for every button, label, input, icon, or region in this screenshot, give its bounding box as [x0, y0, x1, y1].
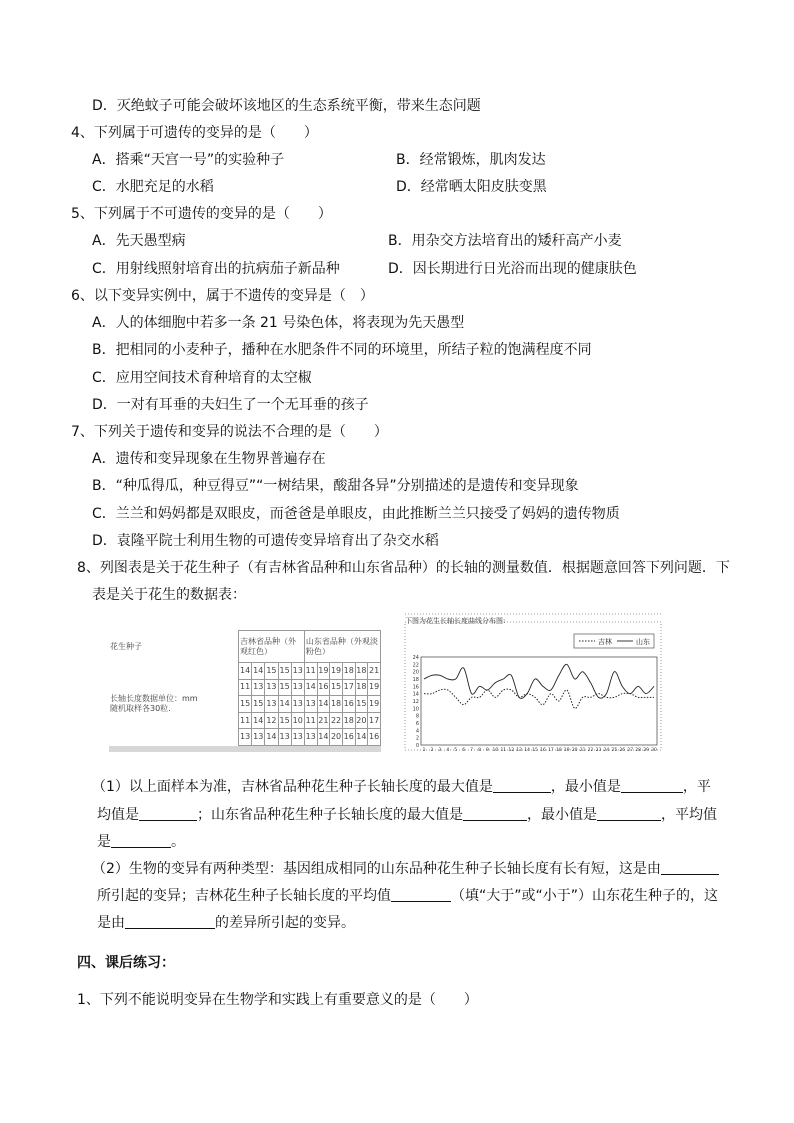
x-tick-label: 8: [478, 748, 481, 752]
x-tick-label: 20: [571, 748, 578, 752]
q3-option-d: D．灭绝蚊子可能会破坏该地区的生态系统平衡，带来生态问题: [92, 98, 481, 114]
jilin-cell: 14: [239, 663, 252, 680]
jilin-cell: 11: [239, 679, 252, 696]
q5-option-b: B．用杂交方法培育出的矮秆高产小麦: [388, 233, 622, 249]
q8-part2-line3: [97, 914, 355, 932]
x-tick-label: 11: [500, 748, 507, 752]
shandong-cell: 17: [342, 679, 355, 696]
x-tick-label: 25: [611, 748, 618, 752]
jilin-cell: 13: [265, 679, 278, 696]
q4-option-b: B．经常锻炼，肌肉发达: [396, 152, 546, 168]
x-tick-label: 5: [454, 748, 458, 752]
jilin-cell: 13: [291, 696, 304, 713]
x-tick-label: 18: [555, 748, 562, 752]
shandong-cell: 19: [330, 663, 343, 680]
x-tick-label: 7: [470, 748, 474, 752]
q8-p1-text: 均值是: [97, 807, 139, 823]
x-tick-label: 1: [422, 748, 426, 752]
x-tick-label: 10: [492, 748, 499, 752]
y-tick-label: 4: [415, 728, 419, 735]
q8-p1-text: 。: [171, 834, 185, 850]
answer-blank[interactable]: [493, 778, 551, 793]
jilin-cell: 13: [265, 696, 278, 713]
jilin-cell: 15: [239, 696, 252, 713]
q8-p2-text: （填“大于”或“小于”）山东花生种子的，这: [451, 888, 719, 904]
x-tick-label: 16: [540, 748, 546, 752]
x-tick-label: 23: [595, 748, 602, 752]
x-tick-label: 22: [587, 748, 594, 752]
jilin-cell: 15: [278, 679, 291, 696]
series-line-jilin: [424, 689, 654, 708]
section-after-class-practice: 四、课后练习：: [77, 955, 175, 971]
y-tick-label: 18: [412, 677, 419, 683]
x-tick-label: 14: [524, 748, 530, 752]
answer-blank[interactable]: [111, 833, 171, 848]
shandong-cell: 18: [355, 679, 368, 696]
shandong-cell: 14: [317, 729, 330, 746]
shandong-cell: 20: [355, 712, 368, 729]
x-tick-label: 9: [486, 748, 489, 752]
q8-p1-text: （1）以上面样本为准，吉林省品种花生种子长轴长度的最大值是: [92, 779, 493, 795]
q8-p1-text: ，最小值是: [527, 807, 597, 823]
jilin-cell: 13: [252, 729, 265, 746]
jilin-cell: 14: [265, 729, 278, 746]
table-header-shandong: 山东省品种（外观淡粉色）: [304, 631, 380, 663]
x-tick-label: 29: [643, 748, 649, 752]
y-tick-label: 2: [415, 735, 419, 742]
shandong-cell: 14: [304, 679, 317, 696]
shandong-cell: 16: [317, 679, 330, 696]
x-tick-label: 19: [563, 748, 570, 752]
x-tick-label: 21: [579, 748, 586, 752]
shandong-cell: 16: [342, 696, 355, 713]
q8-p2-text: 的差异所引起的变异。: [215, 915, 355, 931]
x-tick-label: 24: [603, 748, 610, 752]
q8-part2-line2: [97, 887, 718, 905]
q5-option-a: A．先天愚型病: [92, 233, 186, 249]
x-tick-label: 6: [462, 748, 466, 752]
q8-p2-text: 所引起的变异；吉林花生种子长轴长度的平均值: [97, 888, 391, 904]
shandong-cell: 13: [304, 696, 317, 713]
shandong-cell: 19: [317, 663, 330, 680]
table-row-label: 长轴长度数据单位：mm 随机取样各30粒.: [110, 694, 198, 713]
shandong-cell: 13: [304, 729, 317, 746]
answer-blank[interactable]: [463, 806, 527, 821]
shandong-cell: 11: [304, 663, 317, 680]
q8-p1-text: ，平均值: [661, 807, 717, 823]
q5-option-c: C．用射线照射培育出的抗病茄子新品种: [92, 261, 340, 277]
q8-p1-text: ，平: [682, 779, 711, 795]
plot-area: [421, 657, 657, 745]
shandong-cell: 16: [342, 729, 355, 746]
question-8-line2: 表是关于花生的数据表：: [92, 587, 246, 603]
table-shadow: [109, 746, 381, 752]
shandong-cell: 16: [368, 729, 381, 746]
exercise-1: 1、下列不能说明变异在生物学和实践上有重要意义的是（ ）: [77, 992, 478, 1008]
shandong-cell: 15: [355, 696, 368, 713]
shandong-cell: 18: [342, 663, 355, 680]
q7-option-a: A．遗传和变异现象在生物界普遍存在: [92, 451, 326, 467]
jilin-cell: 13: [291, 679, 304, 696]
shandong-cell: 17: [368, 712, 381, 729]
q4-option-c: C．水肥充足的水稻: [92, 179, 214, 195]
x-tick-label: 2: [430, 748, 434, 752]
jilin-cell: 14: [252, 663, 265, 680]
q7-option-b: B．“种瓜得瓜，种豆得豆”“一树结果，酸甜各异”分别描述的是遗传和变异现象: [92, 478, 579, 494]
shandong-cell: 19: [368, 679, 381, 696]
q5-option-d: D．因长期进行日光浴而出现的健康肤色: [388, 261, 637, 277]
peanut-data-table: [109, 630, 381, 746]
y-tick-label: 8: [415, 713, 419, 720]
y-tick-label: 0: [415, 743, 419, 749]
q4-option-a: A．搭乘“天宫一号”的实验种子: [92, 152, 285, 168]
q8-p1-text: ；山东省品种花生种子长轴长度的最大值是: [197, 807, 463, 823]
y-tick-label: 22: [412, 662, 419, 669]
q8-p2-text: 是由: [97, 915, 125, 931]
shandong-cell: 18: [355, 663, 368, 680]
legend-label-shandong: 山东: [636, 638, 650, 646]
x-tick-label: 30: [651, 748, 657, 752]
series-line-shandong: [424, 664, 654, 698]
x-tick-label: 4: [446, 748, 450, 752]
answer-blank[interactable]: [139, 806, 197, 821]
jilin-cell: 13: [252, 679, 265, 696]
jilin-cell: 11: [239, 712, 252, 729]
jilin-cell: 15: [278, 712, 291, 729]
question-8-line1: 8、列图表是关于花生种子（有吉林省品种和山东省品种）的长轴的测量数值．根据题意回答下列问题．下: [77, 560, 730, 576]
legend-label-jilin: 吉林: [598, 638, 612, 646]
question-6: 6、以下变异实例中，属于不遗传的变异是（ ）: [71, 288, 374, 304]
shandong-cell: 11: [304, 712, 317, 729]
jilin-cell: 13: [291, 729, 304, 746]
shandong-cell: 18: [330, 696, 343, 713]
q4-option-d: D．经常晒太阳皮肤变黑: [396, 179, 547, 195]
jilin-cell: 13: [239, 729, 252, 746]
chart-svg: [399, 612, 663, 752]
y-tick-label: 20: [412, 669, 419, 676]
shandong-cell: 22: [330, 712, 343, 729]
q8-part1-line3: [97, 833, 185, 851]
y-tick-label: 16: [412, 684, 419, 691]
q6-option-a: A．人的体细胞中若多一条 21 号染色体，将表现为先天愚型: [92, 315, 465, 331]
jilin-cell: 12: [265, 712, 278, 729]
chart-title: 下图为花生长轴长度曲线分布图:: [405, 617, 506, 625]
table-header-seed: 花生种子: [110, 641, 142, 651]
shandong-cell: 18: [342, 712, 355, 729]
jilin-cell: 14: [252, 712, 265, 729]
q6-option-c: C．应用空间技术育种培育的太空椒: [92, 370, 312, 386]
jilin-cell: 13: [291, 663, 304, 680]
answer-blank[interactable]: [391, 887, 451, 902]
shandong-cell: 20: [330, 729, 343, 746]
table-header-jilin: 吉林省品种（外观红色）: [239, 631, 305, 663]
jilin-cell: 15: [278, 663, 291, 680]
shandong-cell: 21: [368, 663, 381, 680]
answer-blank[interactable]: [597, 806, 661, 821]
jilin-cell: 10: [291, 712, 304, 729]
x-tick-label: 26: [619, 748, 626, 752]
x-tick-label: 3: [438, 748, 442, 752]
jilin-cell: 15: [252, 696, 265, 713]
y-tick-label: 6: [415, 721, 419, 727]
q6-option-b: B．把相同的小麦种子，播种在水肥条件不同的环境里，所结子粒的饱满程度不同: [92, 342, 592, 358]
q8-part2-line1: [92, 860, 719, 878]
y-tick-label: 24: [412, 655, 419, 661]
question-7: 7、下列关于遗传和变异的说法不合理的是（ ）: [71, 424, 388, 440]
length-distribution-chart: [399, 612, 663, 752]
y-tick-label: 12: [412, 699, 419, 705]
jilin-cell: 15: [265, 663, 278, 680]
question-5: 5、下列属于不可遗传的变异的是（ ）: [71, 206, 332, 222]
q8-part1-line2: [97, 806, 717, 824]
jilin-cell: 13: [278, 729, 291, 746]
shandong-cell: 19: [368, 696, 381, 713]
shandong-cell: 21: [317, 712, 330, 729]
q7-option-d: D．袁隆平院士利用生物的可遗传变异培育出了杂交水稻: [92, 533, 439, 549]
q8-p1-text: ，最小值是: [550, 779, 621, 795]
x-tick-label: 27: [627, 748, 634, 752]
x-tick-label: 28: [635, 748, 642, 752]
shandong-cell: 14: [355, 729, 368, 746]
q8-part1-line1: [92, 778, 711, 796]
q6-option-d: D．一对有耳垂的夫妇生了一个无耳垂的孩子: [92, 397, 369, 413]
answer-blank[interactable]: [125, 914, 215, 929]
shandong-cell: 14: [317, 696, 330, 713]
q7-option-c: C．兰兰和妈妈都是双眼皮，而爸爸是单眼皮，由此推断兰兰只接受了妈妈的遗传物质: [92, 506, 620, 522]
x-tick-label: 12: [508, 748, 515, 752]
answer-blank[interactable]: [621, 778, 683, 793]
jilin-cell: 14: [278, 696, 291, 713]
y-tick-label: 10: [412, 706, 419, 713]
answer-blank[interactable]: [661, 860, 719, 875]
shandong-cell: 15: [330, 679, 343, 696]
x-tick-label: 17: [548, 748, 554, 752]
q8-p2-text: （2）生物的变异有两种类型：基因组成相同的山东品种花生种子长轴长度有长有短，这是由: [92, 861, 661, 877]
q8-p1-text: 是: [97, 834, 111, 850]
y-tick-label: 14: [412, 691, 419, 698]
x-tick-label: 13: [516, 748, 523, 752]
question-4: 4、下列属于可遗传的变异的是（ ）: [71, 125, 318, 141]
x-tick-label: 15: [532, 748, 538, 752]
